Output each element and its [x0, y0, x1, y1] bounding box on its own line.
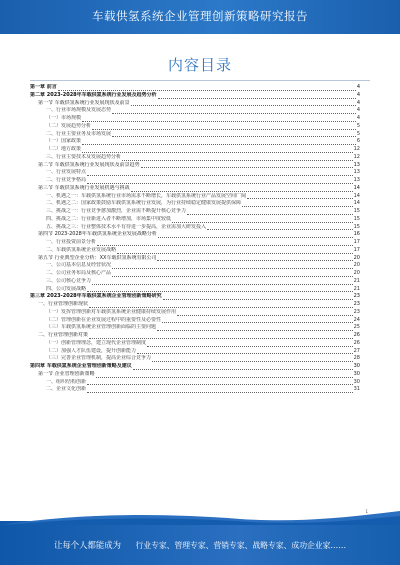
toc-entry-title: 第一章 前言: [30, 84, 57, 90]
toc-entry-title: 第四章 车载供氢系统企业管理创新策略及建议: [30, 363, 132, 369]
toc-entry-page: 15: [353, 223, 360, 230]
toc-entry[interactable]: [30, 379, 360, 387]
toc-entry[interactable]: [30, 301, 360, 309]
toc-entry-page: 4: [356, 84, 360, 90]
toc-entry[interactable]: [30, 208, 360, 216]
toc-entry-page: 20: [353, 262, 360, 269]
toc-entry[interactable]: [30, 324, 360, 332]
toc-leader-dots: [152, 356, 353, 362]
toc-entry[interactable]: [30, 317, 360, 325]
toc-leader-dots: [131, 186, 353, 192]
toc-entry-page: 14: [353, 184, 360, 191]
toc-entry-page: 5: [356, 130, 360, 137]
toc-entry[interactable]: [30, 84, 360, 92]
toc-entry[interactable]: [30, 154, 360, 162]
toc-entry-page: 25: [353, 324, 360, 331]
toc-entry[interactable]: [30, 386, 360, 394]
toc-entry-page: 17: [353, 239, 360, 245]
toc-entry-title: （一）市场规模: [46, 115, 82, 121]
toc-leader-dots: [137, 348, 353, 354]
toc-leader-dots: [112, 271, 353, 277]
toc-leader-dots: [158, 93, 356, 99]
toc-entry-title: 第五节 行业典型企业分析：XX车载供氢系统有限公司: [38, 254, 157, 261]
toc-entry-title: 第四节 2023-2028年车载供氢系统企业发展战略分析: [38, 231, 157, 238]
footer-slogan: 让每个人都能成为: [54, 540, 121, 550]
toc-entry-page: 4: [356, 115, 360, 121]
toc-entry-title: 一、机遇之一：车载供氢系统行业市场需求不断增长，车载供氢系统行业产品发展空间广阔: [46, 192, 247, 199]
footer-text: [0, 539, 400, 551]
toc-leader-dots: [207, 224, 353, 230]
toc-leader-dots: [172, 217, 353, 223]
toc-entry[interactable]: [30, 177, 360, 185]
page-number: 1: [365, 509, 368, 514]
toc-leader-dots: [158, 232, 353, 238]
toc-entry[interactable]: [30, 363, 360, 371]
toc-entry-page: 28: [353, 355, 360, 362]
toc-entry[interactable]: [30, 193, 360, 201]
toc-entry-page: 13: [353, 177, 360, 183]
toc-leader-dots: [87, 178, 353, 184]
toc-entry[interactable]: [30, 131, 360, 139]
toc-leader-dots: [163, 294, 353, 300]
toc-entry-page: 15: [353, 215, 360, 222]
toc-entry[interactable]: [30, 162, 360, 170]
toc-entry-title: （一）创新管理理念，建立现代企业管理制度: [46, 339, 147, 346]
toc-entry-title: 二、机遇之二：国家政策鼓励车载供氢系统行业发展，为行业持续稳定健康发展提供保障: [46, 200, 242, 207]
toc-entry[interactable]: [30, 231, 360, 239]
toc-entry[interactable]: [30, 247, 360, 255]
toc-heading: 内容目录: [167, 56, 232, 74]
toc-entry-title: （三）完善企业管理机制，提高企业综合竞争力: [46, 355, 152, 362]
footer-roles: 行业专家、管理专家、营销专家、战略专家、成功企业家……: [135, 541, 346, 550]
toc-entry[interactable]: [30, 146, 360, 154]
toc-entry[interactable]: [30, 185, 360, 193]
toc-leader-dots: [133, 364, 353, 370]
footer-banner: [0, 521, 400, 565]
toc-entry-title: 四、公司发展战略: [46, 285, 87, 292]
toc-entry-page: 12: [353, 153, 360, 160]
toc-leader-dots: [112, 263, 353, 269]
toc-entry[interactable]: [30, 309, 360, 317]
toc-entry-title: 四、挑战之二：行业新进入者不断增加，市场集中度较低: [46, 215, 172, 222]
toc-entry-page: 4: [356, 107, 360, 114]
toc-entry-title: 五、挑战之三：行业整体技术水平有待进一步提高，企业需加大研发投入: [46, 223, 207, 230]
toc-leader-dots: [242, 201, 353, 207]
toc-entry-page: 15: [353, 208, 360, 214]
toc-entry-page: 21: [353, 277, 360, 284]
toc-leader-dots: [112, 131, 356, 137]
toc-leader-dots: [89, 302, 353, 308]
toc-entry-page: 30: [353, 363, 360, 369]
toc-entry[interactable]: [30, 107, 360, 115]
toc-entry-title: 二、行业管理创新对策: [38, 332, 89, 338]
toc-leader-dots: [82, 139, 356, 145]
toc-leader-dots: [157, 255, 352, 261]
footer-wave-decoration: [0, 511, 400, 525]
toc-entry[interactable]: [30, 200, 360, 208]
toc-leader-dots: [96, 372, 353, 378]
toc-entry-page: 30: [353, 378, 360, 385]
toc-leader-dots: [87, 387, 353, 393]
toc-entry[interactable]: [30, 123, 360, 131]
toc-leader-dots: [157, 325, 353, 331]
toc-entry[interactable]: [30, 138, 360, 146]
toc-entry-page: 14: [353, 200, 360, 207]
toc-entry-title: 第二章 2023-2028年车载供氢系统行业发展及趋势分析: [30, 91, 157, 98]
table-of-contents: [30, 84, 360, 394]
toc-leader-dots: [87, 286, 353, 292]
toc-entry-title: 第一节 车载供氢系统行业发展现状及前景: [38, 99, 130, 106]
toc-leader-dots: [117, 248, 353, 254]
toc-entry-page: 23: [353, 301, 360, 307]
toc-entry-page: 30: [353, 370, 360, 377]
toc-entry-title: 一、行业市场规模及发展态势: [46, 107, 112, 114]
toc-entry-page: 4: [356, 91, 360, 98]
header-banner: [0, 0, 400, 34]
toc-leader-dots: [58, 85, 356, 91]
toc-entry-page: 31: [353, 386, 360, 393]
toc-leader-dots: [162, 317, 353, 323]
toc-leader-dots: [247, 193, 353, 199]
toc-entry[interactable]: [30, 355, 360, 363]
toc-entry[interactable]: [30, 255, 360, 263]
toc-entry-title: 第二节 车载供氢系统行业发展现状及前景趋势: [38, 161, 140, 168]
toc-entry-title: 一、行业投资前景分析: [46, 239, 97, 245]
toc-entry-title: 三、行业主要技术及发展趋势分析: [46, 153, 122, 160]
toc-leader-dots: [177, 310, 353, 316]
toc-entry[interactable]: [30, 270, 360, 278]
toc-leader-dots: [87, 170, 353, 176]
toc-leader-dots: [187, 209, 353, 215]
toc-entry-page: 24: [353, 316, 360, 323]
toc-entry-page: 13: [353, 161, 360, 168]
toc-entry-title: 三、公司核心竞争力: [46, 277, 92, 284]
toc-leader-dots: [147, 341, 353, 347]
toc-entry-page: 6: [356, 138, 360, 145]
toc-entry-title: 第三章 2023-2028年车载供氢系统企业管理创新策略研究: [30, 293, 162, 300]
toc-entry-title: 二、企业文化创新: [46, 386, 87, 393]
toc-entry-title: 第一节 企业管理创新策略: [38, 370, 95, 377]
toc-leader-dots: [89, 333, 353, 339]
toc-leader-dots: [82, 116, 356, 122]
report-title: 车载供氢系统企业管理创新策略研究报告: [92, 9, 308, 23]
toc-entry-page: 23: [353, 308, 360, 315]
toc-entry-page: 26: [353, 332, 360, 338]
toc-entry-title: 第三节 车载供氢系统行业发展机遇与挑战: [38, 184, 130, 191]
toc-entry-title: 三、挑战之一：行业竞争愈加激烈，企业需不断提升核心竞争力: [46, 208, 187, 214]
toc-entry[interactable]: [30, 169, 360, 177]
toc-entry[interactable]: [30, 239, 360, 247]
toc-entry[interactable]: [30, 371, 360, 379]
toc-entry-page: 23: [353, 293, 360, 300]
toc-entry-page: 12: [353, 146, 360, 152]
toc-entry-title: 二、车载供氢系统企业发展战略: [46, 246, 117, 253]
toc-leader-dots: [92, 124, 356, 130]
toc-entry[interactable]: [30, 92, 360, 100]
toc-entry[interactable]: [30, 224, 360, 232]
toc-entry-title: 二、公司业务布局及核心产品: [46, 270, 112, 276]
toc-entry-page: 16: [353, 231, 360, 238]
toc-entry-title: （一）国家政策: [46, 138, 82, 145]
toc-entry-page: 5: [356, 122, 360, 129]
toc-entry[interactable]: [30, 293, 360, 301]
heading-divider: [30, 80, 370, 81]
toc-entry[interactable]: [30, 216, 360, 224]
toc-entry[interactable]: [30, 278, 360, 286]
toc-entry[interactable]: [30, 100, 360, 108]
toc-leader-dots: [87, 379, 353, 385]
toc-entry-title: 一、行业管理创新现状: [38, 301, 89, 307]
toc-leader-dots: [97, 240, 353, 246]
toc-entry[interactable]: [30, 262, 360, 270]
toc-entry-title: （三）车载供氢系统企业管理创新面临的主要问题: [46, 324, 157, 331]
toc-leader-dots: [122, 155, 353, 161]
toc-entry-page: 20: [353, 254, 360, 261]
toc-leader-dots: [141, 162, 353, 168]
toc-entry-page: 14: [353, 192, 360, 199]
toc-entry-page: 13: [353, 169, 360, 176]
toc-entry-page: 17: [353, 246, 360, 253]
toc-entry-title: （二）地方政策: [46, 146, 82, 152]
toc-entry-title: 一、公司基本信息及经营状况: [46, 262, 112, 269]
toc-entry[interactable]: [30, 340, 360, 348]
toc-entry-page: 26: [353, 339, 360, 346]
toc-entry-page: 21: [353, 285, 360, 292]
toc-entry[interactable]: [30, 286, 360, 294]
toc-entry-title: 一、组织结构创新: [46, 378, 87, 385]
toc-entry-page: 27: [353, 347, 360, 354]
toc-entry-page: 20: [353, 270, 360, 276]
toc-entry[interactable]: [30, 115, 360, 123]
toc-leader-dots: [82, 147, 353, 153]
toc-entry-page: 4: [356, 99, 360, 106]
toc-entry-title: （一）发挥管理创新对车载供氢系统企业健康持续发展作用: [46, 308, 177, 315]
toc-entry-title: 一、行业发展特点: [46, 169, 87, 176]
toc-entry[interactable]: [30, 332, 360, 340]
toc-leader-dots: [92, 279, 353, 285]
toc-entry[interactable]: [30, 348, 360, 356]
toc-entry-title: （二）发展趋势分析: [46, 122, 92, 129]
toc-entry-title: 二、行业竞争格局: [46, 177, 87, 183]
toc-entry-title: （二）加强人才队伍建设，提升创新能力: [46, 347, 137, 354]
toc-entry-title: 二、行业主要业务及市场发展: [46, 130, 112, 137]
toc-leader-dots: [112, 108, 356, 114]
toc-entry-title: （二）管理创新在企业发展过程中的重要性及必要性: [46, 316, 162, 323]
toc-leader-dots: [131, 100, 356, 106]
